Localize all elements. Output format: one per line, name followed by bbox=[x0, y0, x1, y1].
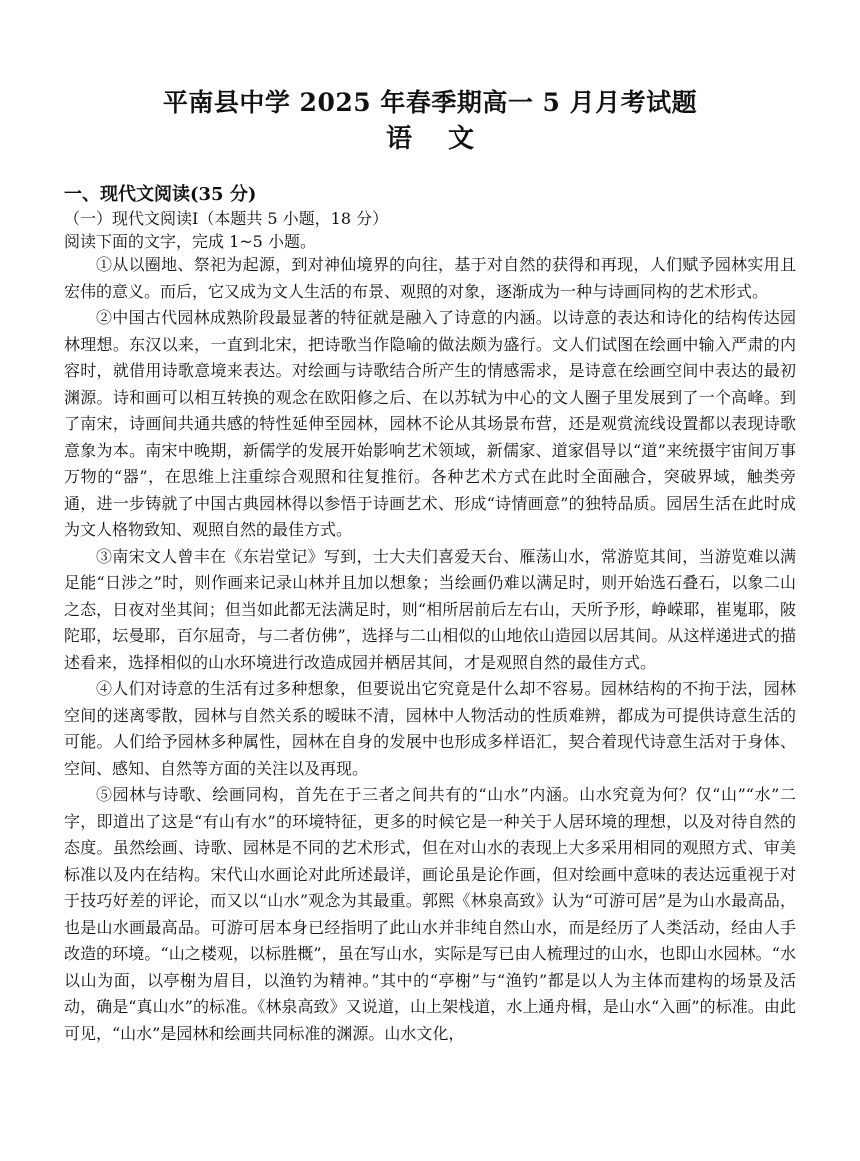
reading-instruction: 阅读下面的文字，完成 1~5 小题。 bbox=[64, 232, 316, 251]
passage-paragraph: ⑤园林与诗歌、绘画同构，首先在于三者之间共有的“山水”内涵。山水究竟为何？仅“山”“水”二字，即道出了这是“有山有水”的环境特征，更多的时候它是一种关于人居环境的理想，以及对待自然的态度。虽然绘画、诗歌、园林是不同的艺术形式，但在对山水的表现上大多采用相同的观照方式、审美标准以及内在结构。宋代山水画论对此所述最详，画论虽是论作画，但对绘画中意味的表达远重视于对于技巧好差的评论，而又以“山水”观念为其最重。郭熙《林泉高致》认为“可游可居”是为山水最高品，也是山水画最高品。可游可居本身已经指明了此山水并非纯自然山水，而是经历了人类活动，经由人手改造的环境。“山之楼观，以标胜概”，虽在写山水，实际是写已由人梳理过的山水，也即山水园林。“水以山为面，以亭榭为眉目，以渔钓为精神。”其中的“亭榭”与“渔钓”都是以人为主体而建构的场景及活动，确是“真山水”的标准。《林泉高致》又说道，山上架栈道，水上通舟楫，是山水“入画”的标准。由此可见，“山水”是园林和绘画共同标准的渊源。山水文化， bbox=[64, 785, 796, 1043]
section-subheading: （一）现代文阅读Ⅰ（本题共 5 小题，18 分） bbox=[64, 209, 389, 228]
passage-paragraph: ①从以圈地、祭祀为起源，到对神仙境界的向往，基于对自然的获得和再现，人们赋予园林实用且宏伟的意义。而后，它又成为文人生活的布景、观照的对象，逐渐成为一种与诗画同构的艺术形式。 bbox=[64, 255, 796, 301]
passage-paragraph: ④人们对诗意的生活有过多种想象，但要说出它究竟是什么却不容易。园林结构的不拘于法，园林空间的迷离零散，园林与自然关系的暧昧不清，园林中人物活动的性质难辨，都成为可提供诗意生活的可能。人们给予园林多种属性，园林在自身的发展中也形成多样语汇，契合着现代诗意生活对于身体、空间、感知、自然等方面的关注以及再现。 bbox=[64, 679, 796, 778]
section-heading: 一、现代文阅读(35 分) bbox=[64, 184, 257, 205]
subject-title: 语文 bbox=[385, 124, 510, 154]
passage-paragraph: ③南宋文人曾丰在《东岩堂记》写到，士大夫们喜爱天台、雁荡山水，常游览其间，当游览难以满足能“日涉之”时，则作画来记录山林并且加以想象；当绘画仍难以满足时，则开始选石叠石，以象二山之态，日夜对坐其间；但当如此都无法满足时，则“相所居前后左右山，天所予形，峥嵘耶，崔嵬耶，陂陀耶，坛曼耶，百尔屈奇，与二者仿佛”，选择与二山相似的山地依山造园以居其间。从这样递进式的描述看来，选择相似的山水环境进行改造成园并栖居其间，才是观照自然的最佳方式。 bbox=[64, 546, 796, 672]
exam-title: 平南县中学 2025 年春季期高一 5 月月考试题 bbox=[162, 88, 698, 117]
passage-body bbox=[64, 252, 796, 1047]
passage-paragraph: ②中国古代园林成熟阶段最显著的特征就是融入了诗意的内涵。以诗意的表达和诗化的结构传达园林理想。东汉以来，一直到北宋，把诗歌当作隐喻的做法颇为盛行。文人们试图在绘画中输入严肃的内容时，就借用诗歌意境来表达。对绘画与诗歌结合所产生的情感需求，是诗意在绘画空间中表达的最初渊源。诗和画可以相互转换的观念在欧阳修之后、在以苏轼为中心的文人圈子里发展到了一个高峰。到了南宋，诗画间共通共感的特性延伸至园林，园林不论从其场景布营，还是观赏流线设置都以表现诗歌意象为本。南宋中晚期，新儒学的发展开始影响艺术领域，新儒家、道家倡导以“道”来统摄宇宙间万事万物的“器”，在思维上注重综合观照和往复推衍。各种艺术方式在此时全面融合，突破界域，触类旁通，进一步铸就了中国古典园林得以参悟于诗画艺术、形成“诗情画意”的独特品质。园居生活在此时成为文人格物致知、观照自然的最佳方式。 bbox=[64, 308, 796, 539]
